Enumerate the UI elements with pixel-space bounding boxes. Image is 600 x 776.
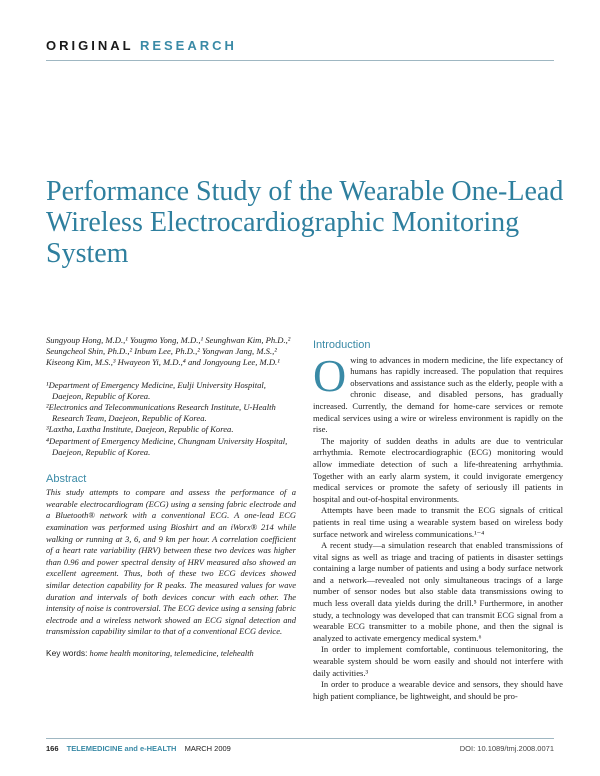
abstract-heading: Abstract xyxy=(46,473,87,486)
article-title: Performance Study of the Wearable One-Lead Wireless Electrocardiographic Monitoring System xyxy=(46,176,564,269)
affiliation-line: ²Electronics and Telecommunications Research Institute, U-Health xyxy=(46,402,276,413)
right-column xyxy=(313,340,563,702)
introduction-heading: Introduction xyxy=(313,339,371,351)
affiliations xyxy=(46,380,296,458)
intro-paragraph: Attempts have been made to transmit the ECG signals of critical patients in real time using a wearable system based on wireless body surface network and wireless communications.¹⁻⁴ xyxy=(313,505,563,539)
section-header xyxy=(46,38,237,53)
intro-paragraph: In order to implement comfortable, continuous telemonitoring, the wearable system should be worn easily and should not interfere with daily activities.³ xyxy=(313,644,563,678)
doi: DOI: 10.1089/tmj.2008.0071 xyxy=(459,744,554,753)
header-rule xyxy=(46,60,554,61)
affiliation-line: Daejeon, Republic of Korea. xyxy=(52,446,151,457)
keywords xyxy=(46,648,296,659)
affiliation-line: Research Team, Daejeon, Republic of Korea. xyxy=(52,413,207,424)
affiliation-line: ³Laxtha, Laxtha Institute, Daejeon, Republic of Korea. xyxy=(46,424,234,435)
intro-paragraph xyxy=(313,349,563,436)
left-column xyxy=(46,335,296,659)
drop-cap: O xyxy=(313,349,347,401)
page-number: 166 xyxy=(46,744,59,753)
intro-paragraph: A recent study—a simulation research that enabled transmissions of vital signs as well as triage and tracing of patients in disaster settings containing a large number of patients and using a body surface network and a network—revealed not only simultaneous tracings of a large number of sensor nodes but also stable data transmissions owing to much less overall data yields during the drill.⁵ Furthermore, in another study, a technology was developed that can transmit ECG signal from a wearable ECG transmitter to a mobile phone, and then the signal is analyzed to activate emergency medical system.⁶ xyxy=(313,540,563,643)
journal-name: TELEMEDICINE and e-HEALTH xyxy=(66,744,177,753)
affiliation-line: Daejeon, Republic of Korea. xyxy=(52,390,151,401)
page-footer xyxy=(46,744,554,753)
affiliation-line: ¹Department of Emergency Medicine, Eulji University Hospital, xyxy=(46,379,266,390)
section-label-research: RESEARCH xyxy=(139,38,237,53)
author-line: Seungcheol Shin, Ph.D.,² Inbum Lee, Ph.D.,² Yongwan Jang, M.S.,² xyxy=(46,346,277,357)
issue-month: MARCH 2009 xyxy=(184,744,231,753)
abstract-text: This study attempts to compare and assess the performance of a wearable electrocardiogram (ECG) using a sensing fabric electrode and a Bluetooth® network with a conventional ECG. A one-lead ECG examination was performed using Bioshirt and an iWorx® 214 while walking or running at 3, 6, and 9 km per hour. A correlation coefficient of a heart rate variability (HRV) between these two devices was higher than 0.96 and power spectral density of HRV measured also showed an excellent agreement. Thus, both of these two ECG devices showed similar detection capability for R peaks. The measured values for wave duration and intervals of both devices concur with each other. The intensity of noise is controversial. The ECG device using a sensing fabric electrode and a wireless network showed an ECG signal detection and transmission capability similar to that of a conventional ECG device. xyxy=(46,487,296,637)
keywords-label: Key words: xyxy=(46,647,88,658)
intro-paragraph: The majority of sudden deaths in adults are due to ventricular arrhythmia. Remote electrocardiographic (ECG) monitoring would allow immediate detection of such a life-threatening arrhythmia. Together with an early alarm system, it could invigorate emergency medical services or promote the safety of seriously ill patients in hospital and out-of-hospital environments. xyxy=(313,435,563,504)
section-label-original: ORIGINAL xyxy=(46,38,134,53)
intro-paragraph: In order to produce a wearable device and sensors, they should have high patient compliance, be lightweight, and should be pro- xyxy=(313,679,563,701)
intro-paragraph-text: wing to advances in modern medicine, the life expectancy of humans has rapidly increased. The population that requires observations and assistance such as the elderly, people with a chronic disease, and disabled persons, has gradually increased. Currently, the demand for home-care services or remote medical services using a wire or wireless environment is rapidly on the rise. xyxy=(313,354,563,435)
author-line: Sungyoup Hong, M.D.,¹ Yougmo Yong, M.D.,¹ Seunghwan Kim, Ph.D.,² xyxy=(46,335,291,345)
footer-rule xyxy=(46,738,554,739)
author-line: Kiseong Kim, M.S.,³ Hwayeon Yi, M.D.,⁴ and Jongyoung Lee, M.D.¹ xyxy=(46,357,280,368)
affiliation-line: ⁴Department of Emergency Medicine, Chungnam University Hospital, xyxy=(46,435,288,446)
keywords-text: home health monitoring, telemedicine, telehealth xyxy=(89,648,254,658)
